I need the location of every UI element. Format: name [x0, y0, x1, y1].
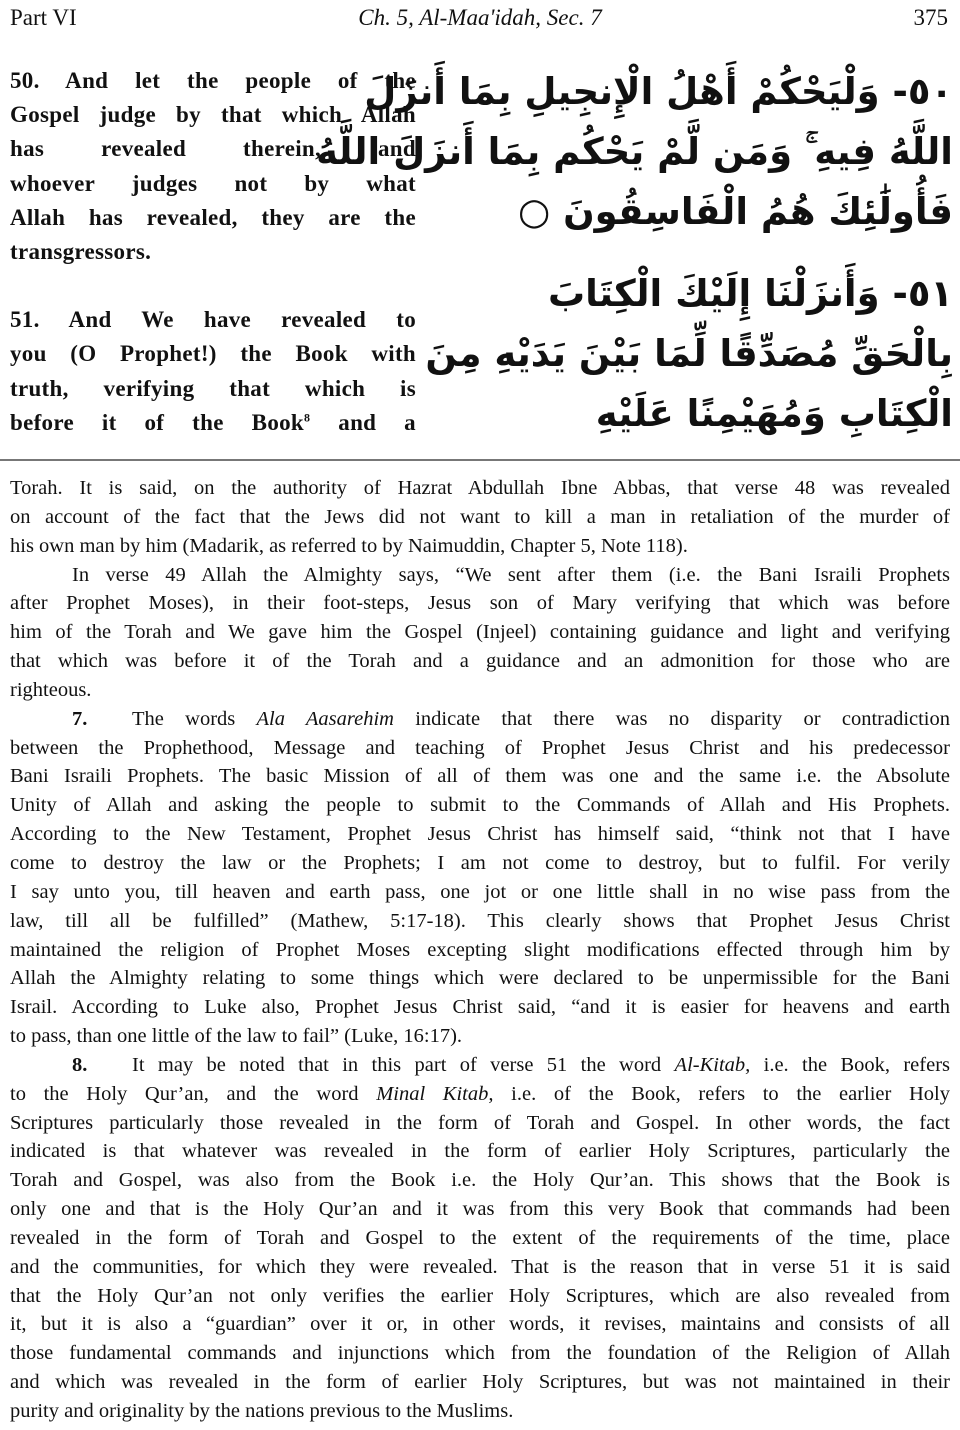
- commentary-line: Unity of Allah and asking the people to submit to the Commands of Allah and His Prophets.: [10, 794, 950, 817]
- commentary-line: maintained the religion of Prophet Moses excepting slight modifications effected through him by: [10, 938, 950, 961]
- commentary-line: that which was before it of the Torah and a guidance and an admonition for those who are: [10, 650, 950, 673]
- italic-term: Ala Aasarehim: [256, 707, 394, 730]
- commentary-line: According to the New Testament, Prophet Jesus Christ has himself said, “think not that I have: [10, 823, 950, 846]
- commentary-line: Bani Israili Prophets. The basic Mission of all of them was one and the same i.e. the Absolute: [10, 765, 950, 788]
- footnote-marker: 8: [304, 410, 311, 425]
- verse-line: has revealed therein, and: [10, 136, 416, 162]
- commentary-line: Allah the Almighty relating to some things which were declared to be unpermissible for the Bani: [10, 967, 950, 990]
- arabic-verse-line: فَأُولَٰئِكَ هُمُ الْفَاسِقُونَ ○: [517, 190, 953, 233]
- chapter-title: Ch. 5, Al-Maa'idah, Sec. 7: [358, 5, 602, 30]
- verse-translation-column: [10, 64, 416, 440]
- part-label: Part VI: [10, 5, 77, 30]
- arabic-verse-line: الْكِتَابِ وَمُهَيْمِنًا عَلَيْهِ: [595, 392, 953, 435]
- commentary-line: I say unto you, till heaven and earth pass, one jot or one little shall in no wise pass from the: [10, 880, 950, 903]
- commentary-line: only one and that is the Holy Qur’an and it was from this very Book that commands had been: [10, 1198, 950, 1221]
- commentary-line: and which was revealed in the form of earlier Holy Scriptures, but was not maintained in their: [10, 1371, 950, 1394]
- commentary-line: after Prophet Moses), in their foot-steps, Jesus son of Mary verifying that which was before: [10, 592, 950, 615]
- verse-line: truth, verifying that which is: [10, 375, 416, 401]
- commentary-line: come to destroy the law or the Prophets; I am not come to destroy, but to fulfil. For verily: [10, 851, 950, 874]
- verse-line: Allah has revealed, they are the: [10, 204, 416, 230]
- commentary-line: to pass, than one little of the law to fail” (Luke, 16:17).: [10, 1025, 463, 1048]
- commentary-line: Torah. It is said, on the authority of Hazrat Abdullah Ibne Abbas, that verse 48 was revealed: [10, 477, 950, 499]
- commentary-line: it, but it is also a “guardian” over it or, in other words, it revises, maintains and consists of all: [10, 1313, 950, 1336]
- italic-term: Minal Kitab,: [376, 1082, 494, 1105]
- verse-gap: [10, 269, 416, 303]
- commentary-line: on account of the fact that the Jews did not want to kill a man in retaliation of the murder of: [10, 505, 950, 528]
- commentary-line: Torah and Gospel, was also from the Book i.e. the Holy Qur’an. This shows that the Book is: [10, 1169, 950, 1192]
- commentary-line: his own man by him (Madarik, as referred to by Naimuddin, Chapter 5, Note 118).: [10, 534, 688, 557]
- commentary-line: him of the Torah and We gave him the Gospel (Injeel) containing guidance and light and verifying: [10, 621, 950, 644]
- commentary-line: purity and originality by the nations previous to the Muslims.: [10, 1400, 514, 1422]
- verse-line: you (O Prophet!) the Book with: [10, 341, 416, 367]
- arabic-verse-column: [316, 62, 953, 444]
- commentary-line: In verse 49 Allah the Almighty says, “We sent after them (i.e. the Bani Israili Prophets: [72, 563, 950, 586]
- commentary-line: between the Prophethood, Message and teaching of Prophet Jesus Christ and his predecessor: [10, 736, 950, 759]
- verse-line: transgressors.: [10, 238, 152, 264]
- commentary-line: to the Holy Qur’an, and the word Minal Kitab, i.e. of the Book, refers to the earlier Holy: [10, 1082, 950, 1105]
- note-number: 8.: [72, 1053, 88, 1076]
- section-divider: [0, 459, 960, 461]
- commentary-line: righteous.: [10, 678, 92, 701]
- commentary-line: Israil. According to Luke also, Prophet Jesus Christ said, “and it is easier for heavens and earth: [10, 996, 950, 1019]
- page-number: 375: [913, 5, 948, 30]
- commentary-line: revealed in the form of Torah and Gospel to the extent of the requirements of the time, place: [10, 1226, 950, 1249]
- verse-line: whoever judges not by what: [10, 170, 416, 196]
- commentary-line: law, till all be fulfilled” (Mathew, 5:17-18). This clearly shows that Prophet Jesus Christ: [10, 909, 950, 932]
- verse-line: before it of the Book$^8$ and a: [10, 409, 416, 435]
- commentary-line: those fundamental commands and injunctions which from the foundation of the Religion of Allah: [10, 1342, 950, 1365]
- verse-line: Gospel judge by that which Allah: [10, 102, 416, 128]
- arabic-verse-line: ٥١- وَأَنزَلْنَا إِلَيْكَ الْكِتَابَ: [547, 272, 953, 315]
- commentary-line: 7. The words Ala Aasarehim indicate that there was no disparity or contradiction: [10, 705, 950, 734]
- commentary-text: [10, 474, 950, 1426]
- arabic-verse-line: بِالْحَقِّ مُصَدِّقًا لِّمَا بَيْنَ يَدَيْهِ مِنَ: [425, 332, 953, 375]
- verse-line: 51. And We have revealed to: [10, 307, 416, 333]
- note-number: 7.: [72, 707, 88, 730]
- verse-line: 50. And let the people of the: [10, 68, 416, 93]
- commentary-line: and the communities, for which they were revealed. That is the reason that in verse 51 it is said: [10, 1255, 950, 1278]
- arabic-verse-line: اللَّهُ فِيهِ ۚ وَمَن لَّمْ يَحْكُم بِمَا أَنزَلَ اللَّهُ: [316, 130, 953, 173]
- commentary-line: indicated is that whatever was revealed in the form of earlier Holy Scriptures, particularly the: [10, 1140, 950, 1163]
- commentary-line: Scriptures particularly those revealed in the form of Torah and Gospel. In other words, the fact: [10, 1111, 950, 1134]
- italic-term: Al-Kitab,: [674, 1053, 751, 1076]
- commentary-line: that the Holy Qur’an not only verifies the earlier Holy Scriptures, which are also revealed from: [10, 1284, 950, 1307]
- commentary-line: 8. It may be noted that in this part of verse 51 the word Al-Kitab, i.e. the Book, refers: [10, 1051, 950, 1080]
- verse-gap: [505, 242, 953, 264]
- arabic-verse-line: ٥٠- وَلْيَحْكُمْ أَهْلُ الْإِنجِيلِ بِمَا أَنزَلَ: [364, 70, 953, 113]
